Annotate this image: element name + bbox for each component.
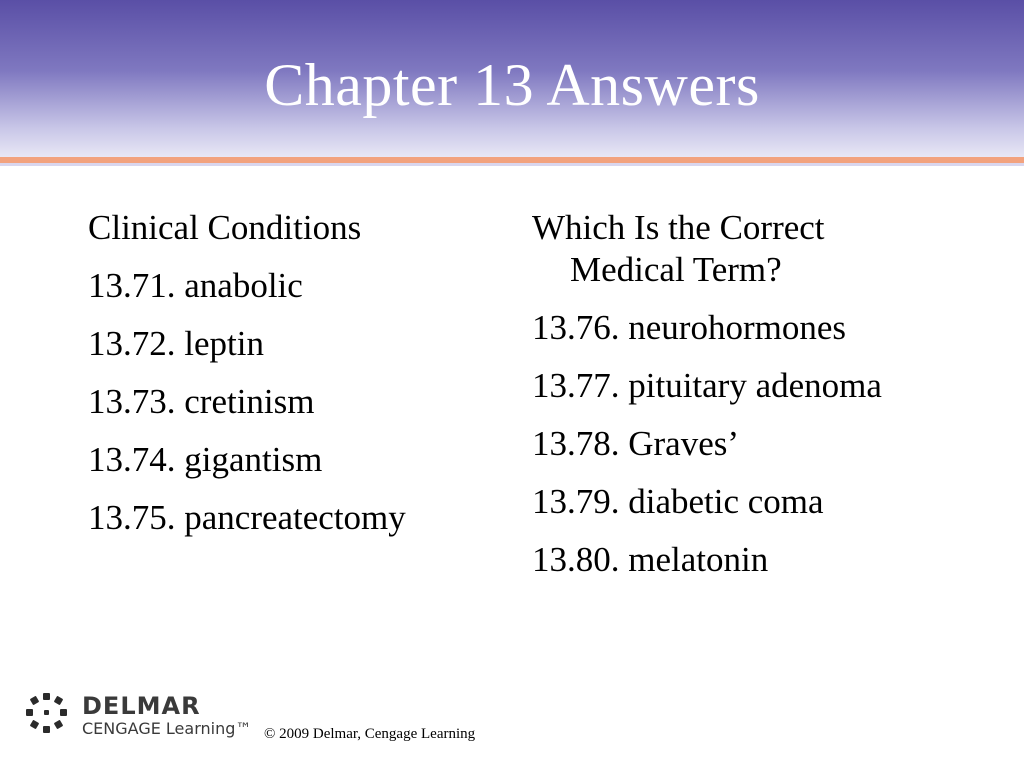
brand-subtitle: CENGAGE Learning™ [82, 719, 252, 738]
right-column [532, 205, 1002, 595]
answer-item: 13.77. pituitary adenoma [532, 366, 882, 405]
right-column-heading [532, 205, 1002, 292]
answer-item: 13.75. pancreatectomy [88, 498, 406, 537]
answer-item: 13.79. diabetic coma [532, 482, 824, 521]
answer-item: 13.78. Graves’ [532, 424, 740, 463]
answer-item: 13.73. cretinism [88, 382, 315, 421]
left-column [88, 205, 488, 553]
answer-item: 13.72. leptin [88, 324, 264, 363]
brand-name: DELMAR [82, 692, 201, 720]
right-column-heading-line2: Medical Term? [570, 250, 782, 289]
slide-title: Chapter 13 Answers [264, 52, 760, 118]
right-column-heading-line1: Which Is the Correct [532, 208, 825, 247]
answer-item: 13.76. neurohormones [532, 308, 846, 347]
copyright-notice: © 2009 Delmar, Cengage Learning [264, 726, 476, 742]
title-banner [0, 0, 1024, 157]
left-column-heading: Clinical Conditions [88, 208, 362, 247]
publisher-logo [22, 690, 262, 746]
delmar-cengage-logo-icon [22, 690, 72, 740]
answer-item: 13.74. gigantism [88, 440, 323, 479]
answer-item: 13.80. melatonin [532, 540, 769, 579]
divider-shadow [0, 163, 1024, 166]
answer-item: 13.71. anabolic [88, 266, 303, 305]
